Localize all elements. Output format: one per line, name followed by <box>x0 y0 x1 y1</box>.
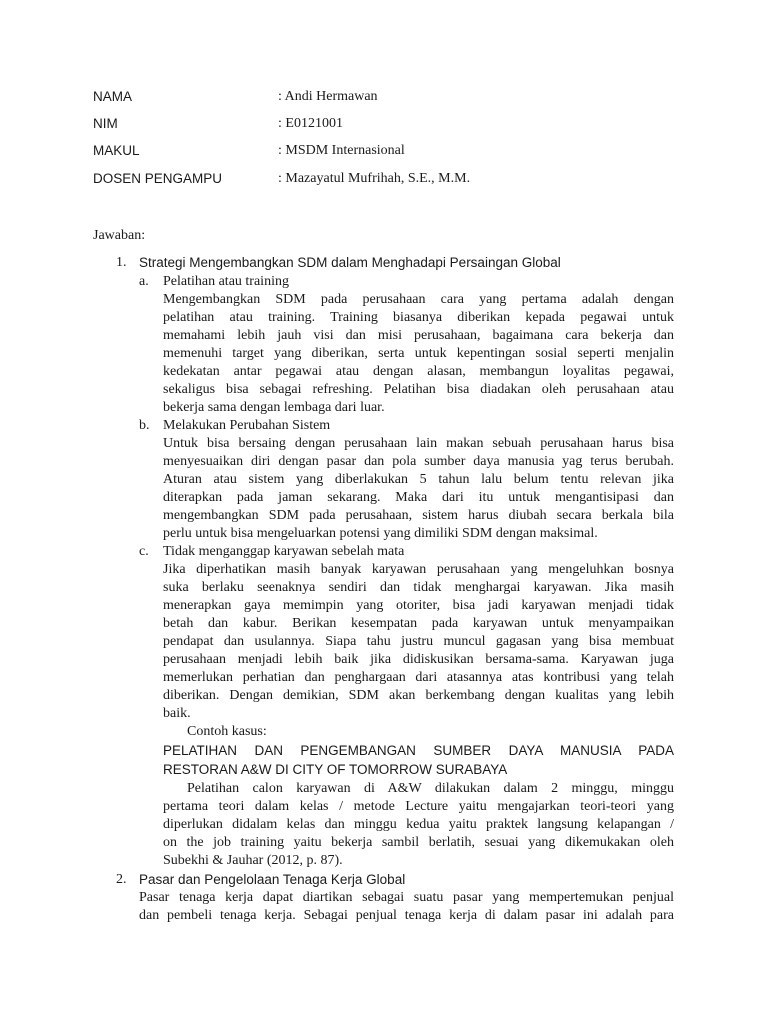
answer-intro: Jawaban: <box>93 228 146 243</box>
paragraph-line: perusahaan menjadi lebih baik jika didiskusikan bersama-sama. Karyawan juga <box>163 652 674 667</box>
case-line: diperlukan didalam kelas dan minggu kedua yaitu praktek langsung kelapangan / <box>163 817 674 832</box>
case-line: Subekhi & Jauhar (2012, p. 87). <box>163 853 343 868</box>
section-number: 2. <box>116 872 127 887</box>
item-title: Melakukan Perubahan Sistem <box>163 418 331 433</box>
paragraph-line: dan pembeli tenaga kerja. Sebagai penjual tenaga kerja di dalam pasar ini adalah para <box>139 908 674 923</box>
paragraph-line: betah dan kabur. Berikan kesempatan pada karyawan untuk menyampaikan <box>163 616 674 631</box>
paragraph-line: menerapkan gaya memimpin yang otoriter, bisa jadi karyawan menjadi tidak <box>163 598 674 613</box>
paragraph-line: Jika diperhatikan masih banyak karyawan perusahaan yang mengeluhkan bosnya <box>163 562 674 577</box>
paragraph-line: diberikan. Dengan demikian, SDM akan berkembang dengan kualitas yang lebih <box>163 688 674 703</box>
paragraph-line: menyesuaikan diri dengan pasar dan pola sumber daya manusia yag terus berubah. <box>163 454 674 469</box>
header-value: : Andi Hermawan <box>278 89 378 104</box>
case-title-line: RESTORAN A&W DI CITY OF TOMORROW SURABAYA <box>163 762 508 777</box>
paragraph-line: Pasar tenaga kerja dapat diartikan sebagai suatu pasar yang mempertemukan penjual <box>139 890 674 905</box>
paragraph-line: pelatihan atau training. Training biasanya diberikan kepada pegawai untuk <box>163 310 674 325</box>
paragraph-line: pendapat dan usulannya. Siapa tahu justru muncul gagasan yang bisa membuat <box>163 634 674 649</box>
paragraph-line: Aturan atau sistem yang diberlakukan 5 tahun lalu belum tentu relevan jika <box>163 472 674 487</box>
paragraph-line: diterapkan pada jaman sekarang. Maka dari itu untuk mengantisipasi dan <box>163 490 674 505</box>
item-letter: a. <box>139 274 149 289</box>
paragraph-line: bekerja sama dengan lembaga dari luar. <box>163 400 385 415</box>
case-line: Pelatihan calon karyawan di A&W dilakukan dalam 2 minggu, minggu <box>187 781 674 796</box>
header-value: : E0121001 <box>278 116 343 131</box>
section-title: Pasar dan Pengelolaan Tenaga Kerja Global <box>139 872 406 887</box>
paragraph-line: suka berlaku seenaknya sendiri dan tidak menghargai karyawan. Jika masih <box>163 580 674 595</box>
header-value: : Mazayatul Mufrihah, S.E., M.M. <box>278 171 471 186</box>
paragraph-line: Untuk bisa bersaing dengan perusahaan lain makan sebuah perusahaan harus bisa <box>163 436 674 451</box>
paragraph-line: sekaligus bisa sebagai refreshing. Pelatihan bisa diadakan oleh perusahaan atau <box>163 382 674 397</box>
header-label: MAKUL <box>93 143 140 158</box>
case-label: Contoh kasus: <box>187 724 267 739</box>
paragraph-line: memahami lebih jauh visi dan misi perusahaan, bagaimana cara bekerja dan <box>163 328 674 343</box>
case-line: pertama teori dalam kelas / metode Lecture yaitu mengajarkan teori-teori yang <box>163 799 674 814</box>
header-label: NIM <box>93 116 118 131</box>
paragraph-line: memerlukan perhatian dan penghargaan dari atasannya atas kontribusi yang telah <box>163 670 674 685</box>
section-title: Strategi Mengembangkan SDM dalam Menghadapi Persaingan Global <box>139 255 561 270</box>
paragraph-line: perlu untuk bisa mengeluarkan potensi yang dimiliki SDM dengan maksimal. <box>163 526 598 541</box>
case-line: on the job training yaitu bekerja sambil berlatih, sesuai yang dikemukakan oleh <box>163 835 674 850</box>
item-title: Tidak menganggap karyawan sebelah mata <box>163 544 405 559</box>
item-title: Pelatihan atau training <box>163 274 289 289</box>
header-value: : MSDM Internasional <box>278 143 405 158</box>
item-letter: c. <box>139 544 149 559</box>
item-letter: b. <box>139 418 150 433</box>
paragraph-line: baik. <box>163 706 191 721</box>
paragraph-line: Mengembangkan SDM pada perusahaan cara yang pertama adalah dengan <box>163 292 674 307</box>
paragraph-line: memenuhi target yang diberikan, serta untuk kepentingan sosial seperti menjalin <box>163 346 674 361</box>
paragraph-line: mengembangkan SDM pada perusahaan, sistem harus diubah secara berkala bila <box>163 508 674 523</box>
header-label: NAMA <box>93 89 133 104</box>
case-title-line: PELATIHAN DAN PENGEMBANGAN SUMBER DAYA MANUSIA PADA <box>163 743 674 758</box>
header-label: DOSEN PENGAMPU <box>93 171 223 186</box>
paragraph-line: kedekatan antar pegawai atau dengan alasan, membangun loyalitas pegawai, <box>163 364 674 379</box>
section-number: 1. <box>116 255 127 270</box>
